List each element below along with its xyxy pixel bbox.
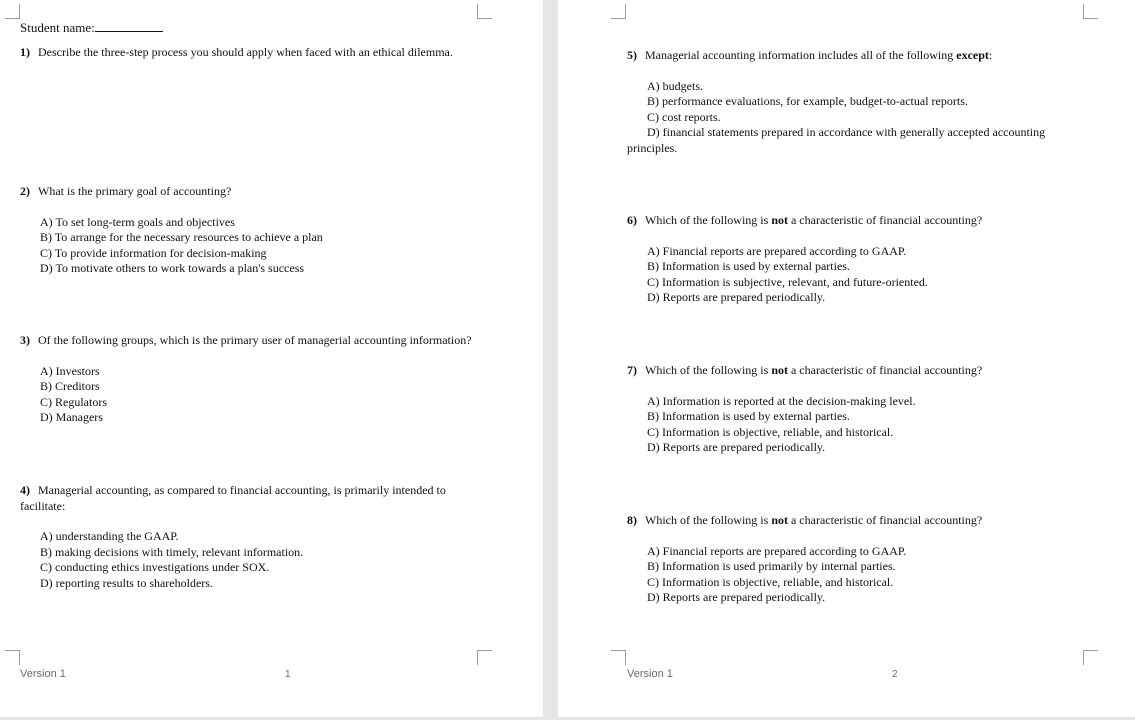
answer-option[interactable]: A) understanding the GAAP. xyxy=(40,529,179,543)
question-emphasis: not xyxy=(771,363,788,377)
answer-options xyxy=(627,78,1047,157)
answer-option[interactable]: A) Information is reported at the decision-making level. xyxy=(647,393,916,408)
question-3 xyxy=(20,333,500,426)
question-5 xyxy=(627,48,1047,156)
crop-mark-bottom-right xyxy=(477,650,492,665)
answer-option[interactable]: C) cost reports. xyxy=(647,109,721,124)
answer-option[interactable]: D) Reports are prepared periodically. xyxy=(647,590,826,604)
answer-option[interactable]: D) Reports are prepared periodically. xyxy=(647,440,826,454)
question-8 xyxy=(627,513,1047,606)
answer-option[interactable]: D) Reports are prepared periodically. xyxy=(647,290,826,304)
crop-mark-top-left xyxy=(611,4,626,19)
question-text: Managerial accounting information includes all of the following xyxy=(645,48,957,62)
answer-option[interactable]: C) Regulators xyxy=(40,394,107,409)
answer-option[interactable]: D) Managers xyxy=(40,410,103,424)
answer-option[interactable]: D) reporting results to shareholders. xyxy=(40,575,213,590)
answer-option[interactable]: B) performance evaluations, for example, budget-to-actual reports. xyxy=(647,94,968,108)
answer-option[interactable]: C) Information is objective, reliable, and historical. xyxy=(647,574,894,589)
answer-option[interactable]: B) Information is used by external parties. xyxy=(647,409,850,423)
answer-options xyxy=(647,544,1047,606)
answer-options xyxy=(647,394,1047,456)
question-text: Describe the three-step process you should apply when faced with an ethical dilemma. xyxy=(38,45,453,59)
question-text: What is the primary goal of accounting? xyxy=(38,184,232,198)
answer-option[interactable]: B) Creditors xyxy=(40,379,100,393)
answer-options xyxy=(647,244,1047,306)
answer-option[interactable]: A) Investors xyxy=(40,363,100,378)
question-number: 6) xyxy=(627,213,637,227)
answer-options xyxy=(40,529,460,591)
answer-option[interactable]: A) Financial reports are prepared according to GAAP. xyxy=(647,543,907,558)
document-page-2 xyxy=(558,0,1135,717)
answer-option[interactable]: D) financial statements prepared in accordance with generally accepted accounting principles. xyxy=(627,125,1046,155)
question-emphasis: not xyxy=(771,213,788,227)
page-number: 2 xyxy=(892,669,898,680)
crop-mark-top-left xyxy=(5,4,20,19)
answer-option[interactable]: C) Information is subjective, relevant, and future-oriented. xyxy=(647,274,928,289)
student-name-field[interactable] xyxy=(20,19,163,36)
answer-options xyxy=(40,364,500,426)
crop-mark-top-right xyxy=(477,4,492,19)
answer-option[interactable]: B) Information is used primarily by internal parties. xyxy=(647,559,896,573)
question-number: 7) xyxy=(627,363,637,377)
footer-version: Version 1 xyxy=(627,668,673,680)
answer-option[interactable]: D) To motivate others to work towards a plan's success xyxy=(40,261,305,275)
page-number: 1 xyxy=(285,669,291,680)
answer-option[interactable]: C) To provide information for decision-making xyxy=(40,245,267,260)
answer-option[interactable]: A) To set long-term goals and objectives xyxy=(40,214,235,229)
student-name-label: Student name: xyxy=(20,20,95,35)
crop-mark-bottom-left xyxy=(611,650,626,665)
question-2 xyxy=(20,184,500,277)
crop-mark-bottom-left xyxy=(5,650,20,665)
answer-option[interactable]: A) budgets. xyxy=(647,78,703,93)
question-number: 4) xyxy=(20,483,30,497)
answer-option[interactable]: B) To arrange for the necessary resources to achieve a plan xyxy=(40,230,323,244)
question-text-end: a characteristic of financial accounting? xyxy=(787,513,983,527)
answer-option[interactable]: C) conducting ethics investigations under SOX. xyxy=(40,560,270,574)
footer-version: Version 1 xyxy=(20,668,66,680)
question-1 xyxy=(20,45,500,61)
question-number: 5) xyxy=(627,48,637,62)
question-7 xyxy=(627,363,1047,456)
question-text: Managerial accounting, as compared to financial accounting, is primarily intended to facilitate: xyxy=(20,483,446,513)
student-name-blank[interactable] xyxy=(95,19,163,32)
question-6 xyxy=(627,213,1047,306)
question-text: Of the following groups, which is the primary user of managerial accounting information? xyxy=(38,333,472,347)
answer-options xyxy=(40,215,500,277)
answer-option[interactable]: B) Information is used by external parties. xyxy=(647,259,850,273)
question-text: Which of the following is xyxy=(645,213,772,227)
question-number: 8) xyxy=(627,513,637,527)
crop-mark-top-right xyxy=(1083,4,1098,19)
question-emphasis: except xyxy=(956,48,989,62)
answer-option[interactable]: C) Information is objective, reliable, and historical. xyxy=(647,424,894,439)
question-number: 1) xyxy=(20,45,30,59)
answer-option[interactable]: A) Financial reports are prepared according to GAAP. xyxy=(647,243,907,258)
question-emphasis: not xyxy=(771,513,788,527)
question-number: 2) xyxy=(20,184,30,198)
question-text: Which of the following is xyxy=(645,513,772,527)
crop-mark-bottom-right xyxy=(1083,650,1098,665)
question-text-end: a characteristic of financial accounting? xyxy=(787,213,983,227)
answer-option[interactable]: B) making decisions with timely, relevant information. xyxy=(40,544,304,559)
document-page-1 xyxy=(0,0,543,717)
question-text-end: : xyxy=(988,48,993,62)
question-text-end: a characteristic of financial accounting? xyxy=(787,363,983,377)
question-4 xyxy=(20,483,460,591)
question-text: Which of the following is xyxy=(645,363,772,377)
question-number: 3) xyxy=(20,333,30,347)
